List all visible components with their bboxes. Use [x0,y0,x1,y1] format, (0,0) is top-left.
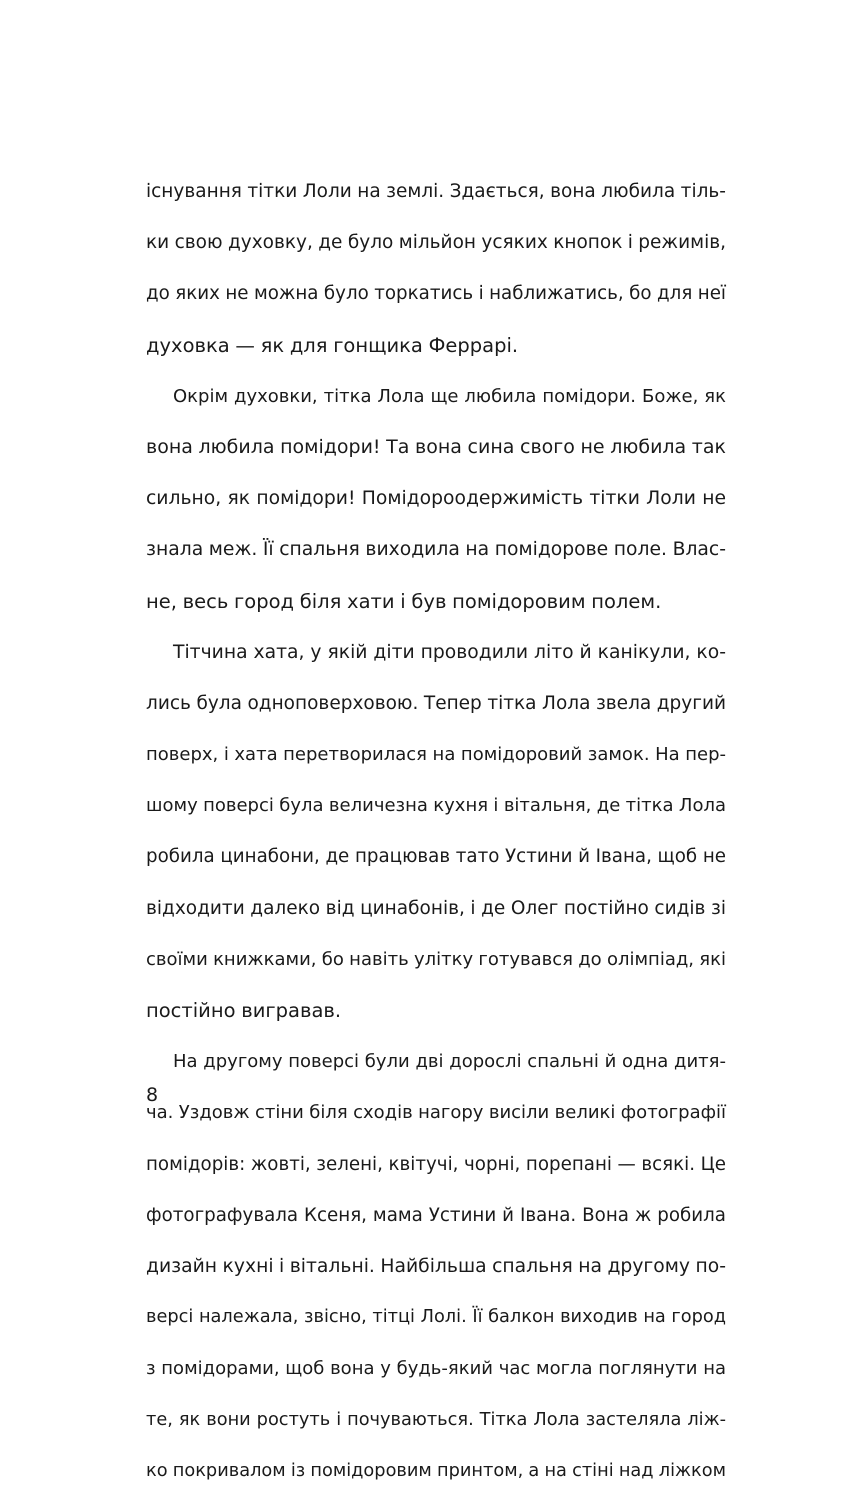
text-line: знала меж. Її спальня виходила на помідорове поле. Влас- [146,539,726,561]
text-line: духовка — як для гонщика Феррарі. [146,333,519,357]
text-line: шому поверсі була величезна кухня і вітальня, де тітка Лола [146,795,726,817]
text-line: те, як вони ростуть і почуваються. Тітка Лола застеляла ліж- [146,1409,726,1430]
text-line: існування тітки Лоли на землі. Здається, вона любила тіль- [146,181,726,202]
paragraph [146,371,726,627]
text-line: Тітчина хата, у якій діти проводили літо й канікули, ко- [173,641,726,663]
paragraph [146,627,726,1037]
text-line: ко покривалом із помідоровим принтом, а на стіні над ліжком [146,1460,726,1481]
text-line: постійно вигравав. [146,999,342,1022]
text-line: відходити далеко від цинабонів, і де Олег постійно сидів зі [146,897,726,919]
page-number: 8 [146,1084,159,1106]
text-line: ча. Уздовж стіни біля сходів нагору висіли великі фотографії [146,1102,726,1124]
text-line: сильно, як помідори! Помідороодержимість тітки Лоли не [146,488,726,510]
text-line: поверх, і хата перетворилася на помідоровий замок. На пер- [146,744,726,766]
paragraph [146,166,726,371]
text-line: помідорів: жовті, зелені, квітучі, чорні, порепані — всякі. Це [146,1153,726,1175]
text-line: фотографувала Ксеня, мама Устини й Івана. Вона ж робила [146,1204,726,1226]
paragraph [146,1036,726,1497]
text-line: не, весь город біля хати і був помідоровим полем. [146,589,662,613]
text-line: На другому поверсі були дві дорослі спальні й одна дитя- [173,1051,726,1073]
text-line: з помідорами, щоб вона у будь-який час могла поглянути на [146,1358,726,1380]
text-line: своїми книжками, бо навіть улітку готувався до олімпіад, які [146,948,726,970]
text-line: ки свою духовку, де було мільйон усяких кнопок і режимів, [146,232,726,254]
text-line: лись була одноповерховою. Тепер тітка Лола звела другий [146,692,726,714]
text-line: робила цинабони, де працював тато Устини й Івана, щоб не [146,846,726,868]
body-text [146,166,726,1497]
text-line: Окрім духовки, тітка Лола ще любила помідори. Боже, як [173,385,726,407]
text-line: дизайн кухні і вітальні. Найбільша спальня на другому по- [146,1255,726,1277]
text-line: вона любила помідори! Та вона сина свого не любила так [146,435,726,458]
text-line: до яких не можна було торкатись і наближатись, бо для неї [146,283,726,305]
text-line: версі належала, звісно, тітці Лолі. Її балкон виходив на город [146,1307,726,1328]
